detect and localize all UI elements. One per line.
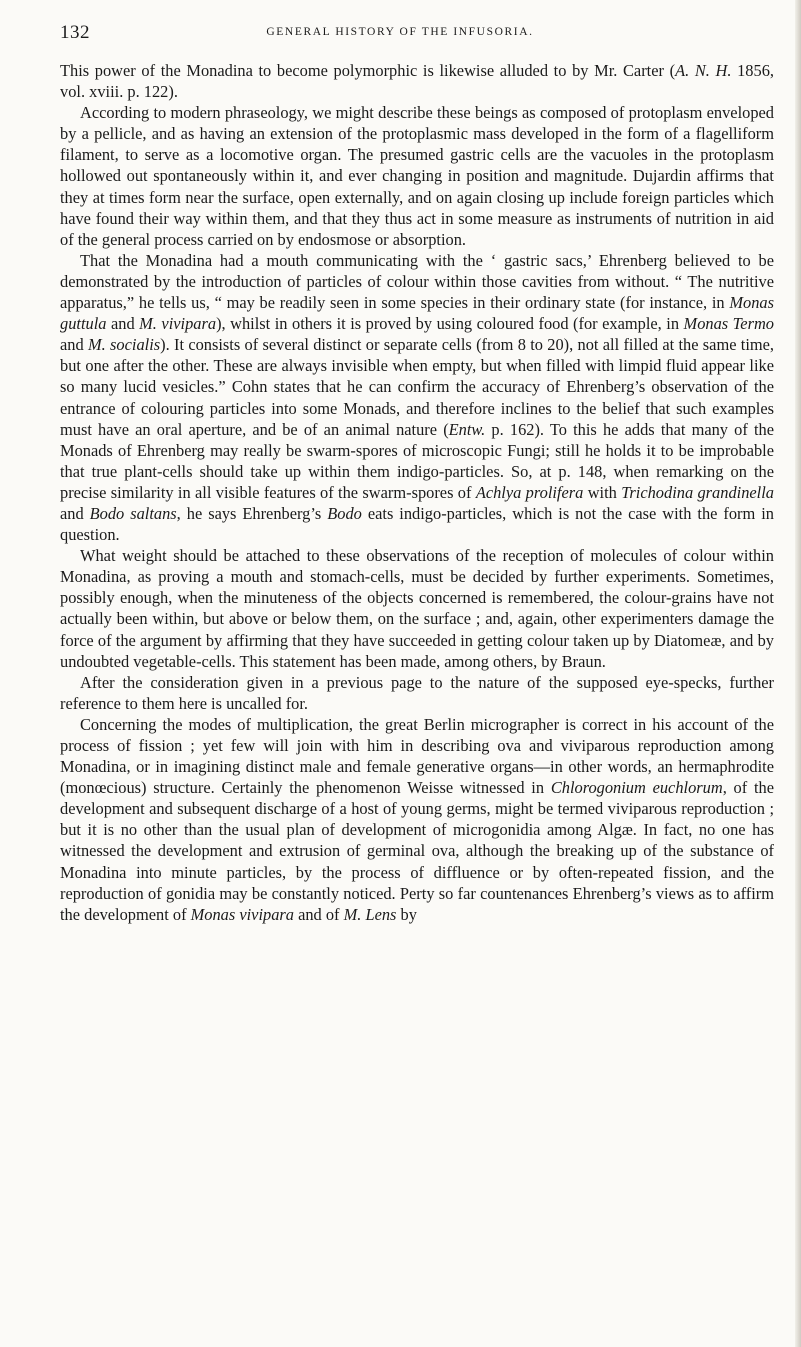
paragraph — [60, 545, 774, 672]
paragraph — [60, 60, 774, 102]
italic-text: Chlorogonium euchlorum — [550, 778, 723, 798]
italic-text: M. vivipara — [139, 314, 217, 334]
italic-text: M. Lens — [343, 904, 397, 924]
text-run: ). It consists of several distinct or separate cells (from 8 to 20), not all filled at the same time, but one after the other. These are always invisible when empty, but when filled with limpid fluid appear like so many lucid vesicles.” Cohn states that he can confirm the accuracy of Ehrenberg’s observation of the entrance of colouring particles into some Monads, and therefore inclines to the belief that such examples must have an oral aperture, and be of an animal nature ( — [60, 335, 775, 439]
paragraph — [60, 714, 774, 925]
italic-text: Monas guttula — [60, 293, 774, 334]
text-run: p. 162). To this he adds that many of the Monads of Ehrenberg may really be swarm-spores of microscopic Fungi; still he holds it to be improbable that true plant-cells should take up within them indigo-particles. So, at p. 148, when remarking on the precise similarity in all visible features of the swarm-spores of — [60, 419, 774, 502]
italic-text: Trichodina grandinella — [621, 482, 774, 502]
paragraph — [60, 250, 774, 545]
text-run: 1856, vol. xviii. p. 122). — [60, 61, 774, 102]
italic-text: Entw. — [448, 419, 486, 439]
text-run: ), whilst in others it is proved by using coloured food (for example, in — [216, 314, 684, 334]
text-run: and — [106, 314, 140, 334]
text-run: and — [60, 335, 88, 355]
italic-text: M. socialis — [87, 335, 161, 355]
running-head: GENERAL HISTORY OF THE INFUSORIA. — [266, 26, 534, 38]
text-run: eats indigo-particles, which is not the case with the form in question. — [60, 503, 774, 545]
text-run: with — [583, 482, 622, 502]
paragraph — [60, 102, 774, 250]
page-edge — [795, 0, 801, 1347]
text-run: According to modern phraseology, we might describe these beings as composed of protoplasm enveloped by a pellicle, and as having an extension of the protoplasmic mass developed in the form of a flagelliform filament, to serve as a locomotive organ. The presumed gastric cells are the vacuoles in the protoplasm hollowed out spontaneously within it, and ever changing in position and magnitude. Dujardin affirms that they at times form near the surface, open externally, and on again closing up include foreign particles which have found their way within them, and that they thus act in some measure as instruments of nutrition in aid of the general process carried on by endosmose or absorption. — [60, 103, 774, 249]
page-number: 132 — [60, 22, 90, 43]
text-run: This power of the Monadina to become polymorphic is likewise alluded to by Mr. Carter ( — [60, 61, 676, 80]
text-run: Concerning the modes of multiplication, the great Berlin micrographer is correct in his account of the process of fission ; yet few will join with him in describing ova and viviparous reproduction among Monadina, or in imagining distinct male and female generative organs—in other words, an hermaphrodite (monœcious) structure. Certainly the phenomenon Weisse witnessed in — [60, 714, 774, 798]
italic-text: Bodo saltans — [89, 503, 177, 523]
text-run: , of the development and subsequent discharge of a host of young germs, might be termed viviparous reproduction ; but it is no other than the usual plan of development of microgonidia among Algæ. In fact, no one has witnessed the development and extrusion of germinal ova, although the breaking up of the substance of Monadina into minute particles, by the process of diffluence or by often-repeated fission, and the reproduction of gonidia may be constantly noticed. Perty so far countenances Ehrenberg’s views as to affirm the development of — [60, 778, 774, 924]
page-header — [60, 22, 780, 46]
body-text — [60, 60, 774, 925]
paragraph — [60, 672, 774, 714]
text-run: That the Monadina had a mouth communicating with the ‘ gastric sacs,’ Ehrenberg believed to be demonstrated by the introduction of particles of colour within those cavities from without. “ The nutritive apparatus,” he tells us, “ may be readily seen in some species in their ordinary state (for instance, in — [60, 250, 774, 313]
italic-text: Bodo — [327, 503, 362, 523]
text-run: , he says Ehrenberg’s — [176, 503, 328, 523]
text-run: After the consideration given in a previous page to the nature of the supposed eye-specks, further reference to them here is uncalled for. — [60, 672, 774, 713]
italic-text: Monas vivipara — [190, 904, 294, 924]
italic-text: Achlya prolifera — [475, 482, 584, 502]
text-run: What weight should be attached to these observations of the reception of molecules of colour within Monadina, as proving a mouth and stomach-cells, must be decided by further experiments. Sometimes, possibly enough, when the minuteness of the objects concerned is remembered, the colour-grains have not actually been within, but above or below them, on the surface ; and, again, other experimenters damage the force of the argument by affirming that they have succeeded in getting colour taken up by Diatomeæ, and by undoubted vegetable-cells. This statement has been made, among others, by Braun. — [60, 546, 774, 671]
italic-text: A. N. H. — [675, 61, 732, 80]
text-run: by — [396, 904, 417, 924]
text-run: and of — [293, 904, 344, 924]
italic-text: Monas Termo — [683, 314, 774, 334]
text-run: and — [60, 503, 90, 523]
